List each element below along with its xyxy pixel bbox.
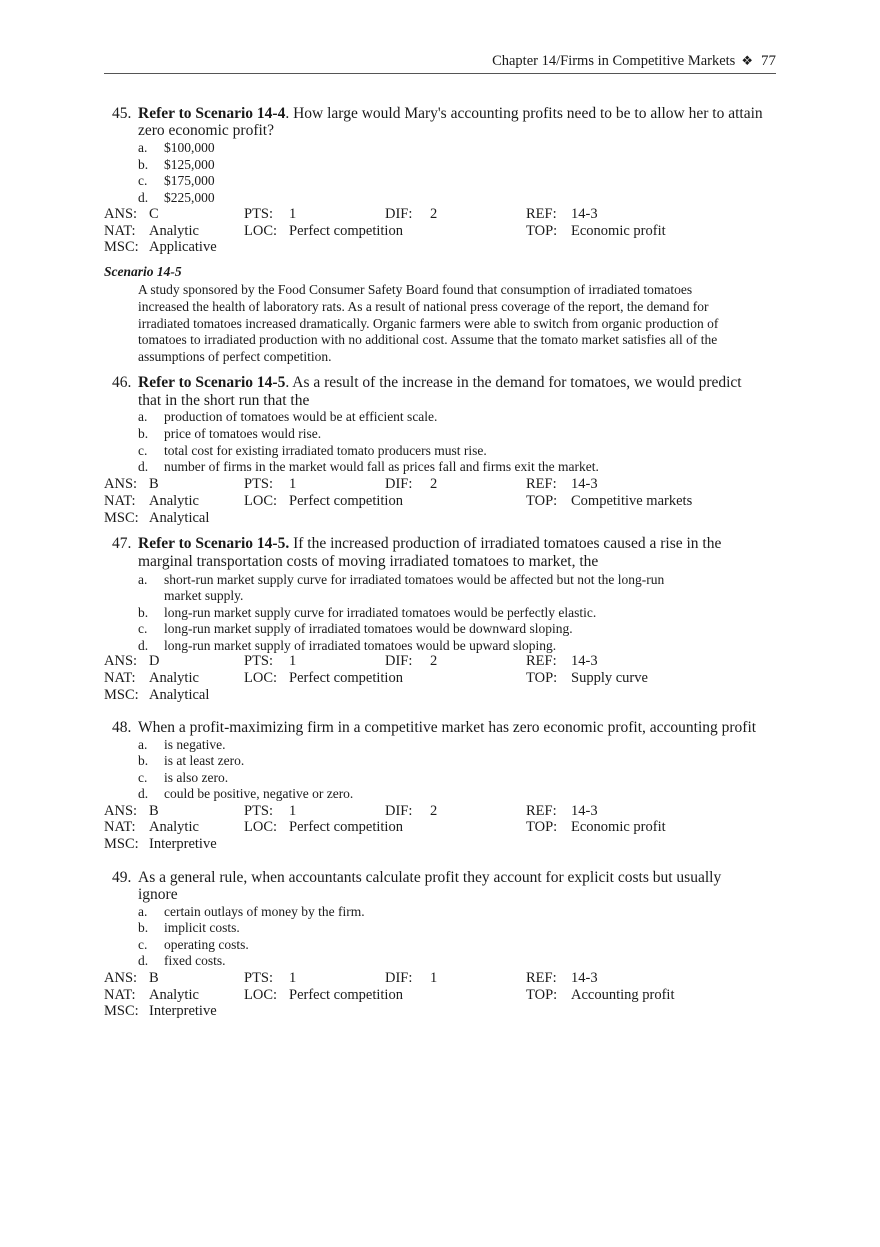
answer-value: B	[149, 476, 159, 492]
question-stem-line-2: marginal transportation costs of moving irradiated tomatoes to market, the	[138, 553, 599, 570]
answer-value: C	[149, 206, 159, 222]
option-letter: a.	[138, 572, 148, 587]
scenario-text-line: A study sponsored by the Food Consumer Safety Board found that consumption of irradiated tomatoes	[138, 282, 693, 297]
option-letter: d.	[138, 638, 149, 653]
answer-value: D	[149, 653, 160, 669]
answer-value: B	[149, 803, 159, 819]
option-letter: a.	[138, 140, 148, 155]
question-stem-line-1: Refer to Scenario 14-4. How large would Mary's accounting profits need to be to allow her to attain	[138, 105, 763, 122]
answer-value: B	[149, 970, 159, 986]
question-stem-line-2: ignore	[138, 886, 178, 903]
option-letter: a.	[138, 409, 148, 424]
page-number: 77	[761, 53, 776, 69]
option-text: $125,000	[164, 157, 215, 172]
scenario-reference: Refer to Scenario 14-5	[138, 374, 286, 391]
option-text: number of firms in the market would fall as prices fall and firms exit the market.	[164, 459, 599, 474]
option-letter: b.	[138, 157, 149, 172]
question-stem-line-2: that in the short run that the	[138, 392, 310, 409]
option-letter: c.	[138, 770, 148, 785]
option-letter: b.	[138, 605, 149, 620]
option-text-continued: market supply.	[164, 588, 244, 603]
option-text: long-run market supply of irradiated tomatoes would be upward sloping.	[164, 638, 557, 653]
header-text	[492, 53, 776, 70]
question-stem-line-1: As a general rule, when accountants calculate profit they account for explicit costs but usually	[138, 869, 722, 886]
option-text: $100,000	[164, 140, 215, 155]
option-text: implicit costs.	[164, 920, 240, 935]
option-letter: d.	[138, 786, 149, 801]
option-text: total cost for existing irradiated tomato producers must rise.	[164, 443, 487, 458]
option-text: price of tomatoes would rise.	[164, 426, 322, 441]
question-stem-line-1: Refer to Scenario 14-5. As a result of the increase in the demand for tomatoes, we would predict	[138, 374, 742, 391]
question-number: 45.	[112, 105, 132, 122]
option-letter: c.	[138, 443, 148, 458]
question-number: 47.	[112, 535, 132, 552]
option-letter: c.	[138, 937, 148, 952]
question-stem-line-2: zero economic profit?	[138, 122, 274, 139]
question-number: 46.	[112, 374, 132, 391]
option-letter: b.	[138, 920, 149, 935]
option-letter: b.	[138, 753, 149, 768]
option-text: is also zero.	[164, 770, 229, 785]
scenario-title: Scenario 14-5	[104, 264, 182, 279]
option-text: is negative.	[164, 737, 226, 752]
option-text: short-run market supply curve for irradiated tomatoes would be affected but not the long-run	[164, 572, 665, 587]
option-text: $175,000	[164, 173, 215, 188]
option-text: is at least zero.	[164, 753, 245, 768]
question-stem-line-1: Refer to Scenario 14-5. If the increased production of irradiated tomatoes caused a rise in the	[138, 535, 722, 552]
option-text: operating costs.	[164, 937, 249, 952]
option-text: long-run market supply curve for irradiated tomatoes would be perfectly elastic.	[164, 605, 597, 620]
option-letter: a.	[138, 737, 148, 752]
chapter-title: Chapter 14/Firms in Competitive Markets	[492, 53, 736, 69]
option-text: $225,000	[164, 190, 215, 205]
scenario-text-line: irradiated tomatoes increased dramatically. Organic farmers were able to switch from organic production of	[138, 316, 719, 331]
option-letter: d.	[138, 190, 149, 205]
option-letter: c.	[138, 621, 148, 636]
scenario-text-line: tomatoes to irradiated production with no additional cost. Assume that the tomato market satisfies all of the	[138, 332, 718, 347]
question-stem-line-1: When a profit-maximizing firm in a competitive market has zero economic profit, accounting profit	[138, 719, 757, 736]
scenario-text-line: increased the health of laboratory rats. As a result of national press coverage of the report, the demand for	[138, 299, 709, 314]
option-text: could be positive, negative or zero.	[164, 786, 354, 801]
question-number: 48.	[112, 719, 132, 736]
option-letter: d.	[138, 953, 149, 968]
scenario-reference: Refer to Scenario 14-5.	[138, 535, 290, 552]
option-letter: b.	[138, 426, 149, 441]
question-number: 49.	[112, 869, 132, 886]
option-text: certain outlays of money by the firm.	[164, 904, 365, 919]
diamond-icon: ❖	[741, 53, 753, 68]
option-letter: c.	[138, 173, 148, 188]
scenario-text-line: assumptions of perfect competition.	[138, 349, 332, 364]
page-header	[104, 50, 776, 74]
option-text: long-run market supply of irradiated tomatoes would be downward sloping.	[164, 621, 573, 636]
scenario-reference: Refer to Scenario 14-4	[138, 105, 286, 122]
option-text: production of tomatoes would be at efficient scale.	[164, 409, 438, 424]
option-letter: a.	[138, 904, 148, 919]
option-text: fixed costs.	[164, 953, 226, 968]
option-letter: d.	[138, 459, 149, 474]
